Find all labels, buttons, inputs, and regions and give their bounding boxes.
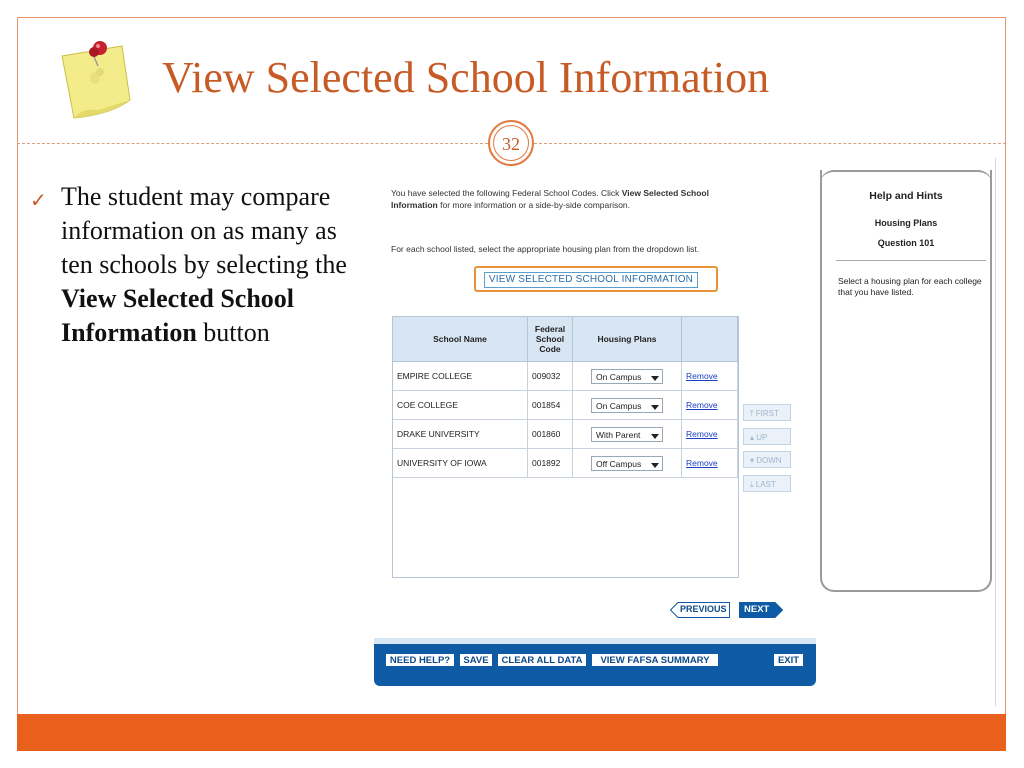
housing-plan-value: Off Campus	[596, 458, 642, 469]
remove-link[interactable]: Remove	[686, 429, 718, 439]
slide-number: 32	[493, 125, 529, 161]
intro-text-before: You have selected the following Federal School Codes. Click	[391, 188, 622, 198]
housing-plan-dropdown[interactable]	[591, 456, 663, 471]
toolbar-stripe	[374, 638, 816, 644]
arrow-bottom-icon: ⤓	[750, 480, 756, 489]
remove-link[interactable]: Remove	[686, 458, 718, 468]
help-body-text: Select a housing plan for each college that you have listed.	[838, 276, 982, 297]
intro-text	[391, 187, 801, 211]
action-cell	[682, 420, 738, 449]
housing-plan-cell	[573, 362, 682, 391]
intro-bold-1: View Selected School	[621, 188, 709, 198]
header-housing-plans: Housing Plans	[573, 317, 682, 362]
move-up-button[interactable]	[743, 428, 791, 445]
help-question: Question 101	[877, 238, 935, 248]
previous-button[interactable]	[670, 602, 730, 618]
dropdown-arrow-icon	[651, 463, 659, 468]
bullet-text	[61, 180, 360, 350]
bullet-point	[30, 180, 360, 350]
arrow-down-icon: ▾	[750, 456, 757, 465]
slide-number-badge	[488, 120, 534, 166]
move-down-button[interactable]	[743, 451, 791, 468]
move-up-label: UP	[756, 433, 768, 442]
view-fafsa-summary-button[interactable]: VIEW FAFSA SUMMARY	[591, 653, 719, 667]
arrow-up-icon: ▴	[750, 433, 757, 442]
school-name-cell: EMPIRE COLLEGE	[393, 362, 528, 391]
action-cell	[682, 449, 738, 478]
table-row	[393, 420, 738, 449]
table-row	[393, 362, 738, 391]
instruction-text: For each school listed, select the appropriate housing plan from the dropdown list.	[391, 244, 700, 254]
view-selected-school-info-highlight	[474, 266, 718, 292]
action-cell	[682, 362, 738, 391]
school-code-cell: 009032	[528, 362, 573, 391]
housing-plan-cell	[573, 391, 682, 420]
housing-plan-dropdown[interactable]	[591, 398, 663, 413]
header-action	[682, 317, 738, 362]
dropdown-arrow-icon	[651, 434, 659, 439]
action-cell	[682, 391, 738, 420]
move-last-label: LAST	[755, 480, 776, 489]
housing-plan-value: With Parent	[596, 429, 641, 440]
header-school-name: School Name	[393, 317, 528, 362]
save-button[interactable]: SAVE	[459, 653, 493, 667]
school-name-cell: COE COLLEGE	[393, 391, 528, 420]
intro-text-after: for more information or a side-by-side comparison.	[437, 200, 631, 210]
housing-plan-value: On Campus	[596, 371, 642, 382]
table-row	[393, 449, 738, 478]
housing-plan-cell	[573, 420, 682, 449]
move-down-label: DOWN	[756, 456, 782, 465]
housing-plan-dropdown[interactable]	[591, 369, 663, 384]
dropdown-arrow-icon	[651, 405, 659, 410]
move-first-button[interactable]	[743, 404, 791, 421]
next-label: NEXT	[744, 604, 770, 615]
sticky-note-icon	[52, 38, 142, 127]
table-row	[393, 391, 738, 420]
clear-all-data-button[interactable]: CLEAR ALL DATA	[497, 653, 587, 667]
header-divider-left	[17, 143, 488, 144]
view-selected-school-info-button[interactable]: VIEW SELECTED SCHOOL INFORMATION	[484, 272, 698, 288]
housing-plan-cell	[573, 449, 682, 478]
previous-label: PREVIOUS	[680, 604, 727, 614]
remove-link[interactable]: Remove	[686, 400, 718, 410]
housing-plan-value: On Campus	[596, 400, 642, 411]
header-federal-school-code: Federal School Code	[528, 317, 573, 362]
checkmark-icon: ✓	[30, 188, 47, 212]
panel-top-curve	[820, 170, 992, 186]
school-code-cell: 001854	[528, 391, 573, 420]
help-divider	[836, 260, 986, 261]
help-and-hints-panel	[820, 170, 992, 592]
fafsa-screenshot	[374, 170, 816, 686]
remove-link[interactable]: Remove	[686, 371, 718, 381]
school-code-cell: 001860	[528, 420, 573, 449]
move-last-button[interactable]	[743, 475, 791, 492]
school-table	[392, 316, 739, 578]
school-name-cell: UNIVERSITY OF IOWA	[393, 449, 528, 478]
need-help-button[interactable]: NEED HELP?	[385, 653, 455, 667]
school-code-cell: 001892	[528, 449, 573, 478]
next-button[interactable]	[739, 602, 783, 618]
slide-title: View Selected School Information	[162, 53, 770, 102]
right-edge-line	[995, 158, 996, 706]
bullet-text-bold: View Selected School Information	[61, 284, 294, 347]
school-name-cell: DRAKE UNIVERSITY	[393, 420, 528, 449]
move-first-label: FIRST	[755, 409, 779, 418]
help-title: Help and Hints	[869, 190, 943, 202]
header-divider-right	[534, 143, 1006, 144]
intro-bold-2: Information	[391, 200, 438, 210]
slide-footer-bar	[17, 714, 1006, 751]
help-subtitle: Housing Plans	[874, 218, 938, 228]
bullet-text-before: The student may compare information on as many as ten schools by selecting the	[61, 182, 347, 279]
arrow-top-icon: ⤒	[750, 409, 756, 418]
dropdown-arrow-icon	[651, 376, 659, 381]
exit-button[interactable]: EXIT	[773, 653, 804, 667]
bottom-toolbar	[374, 638, 816, 686]
housing-plan-dropdown[interactable]	[591, 427, 663, 442]
bullet-text-after: button	[196, 318, 270, 347]
